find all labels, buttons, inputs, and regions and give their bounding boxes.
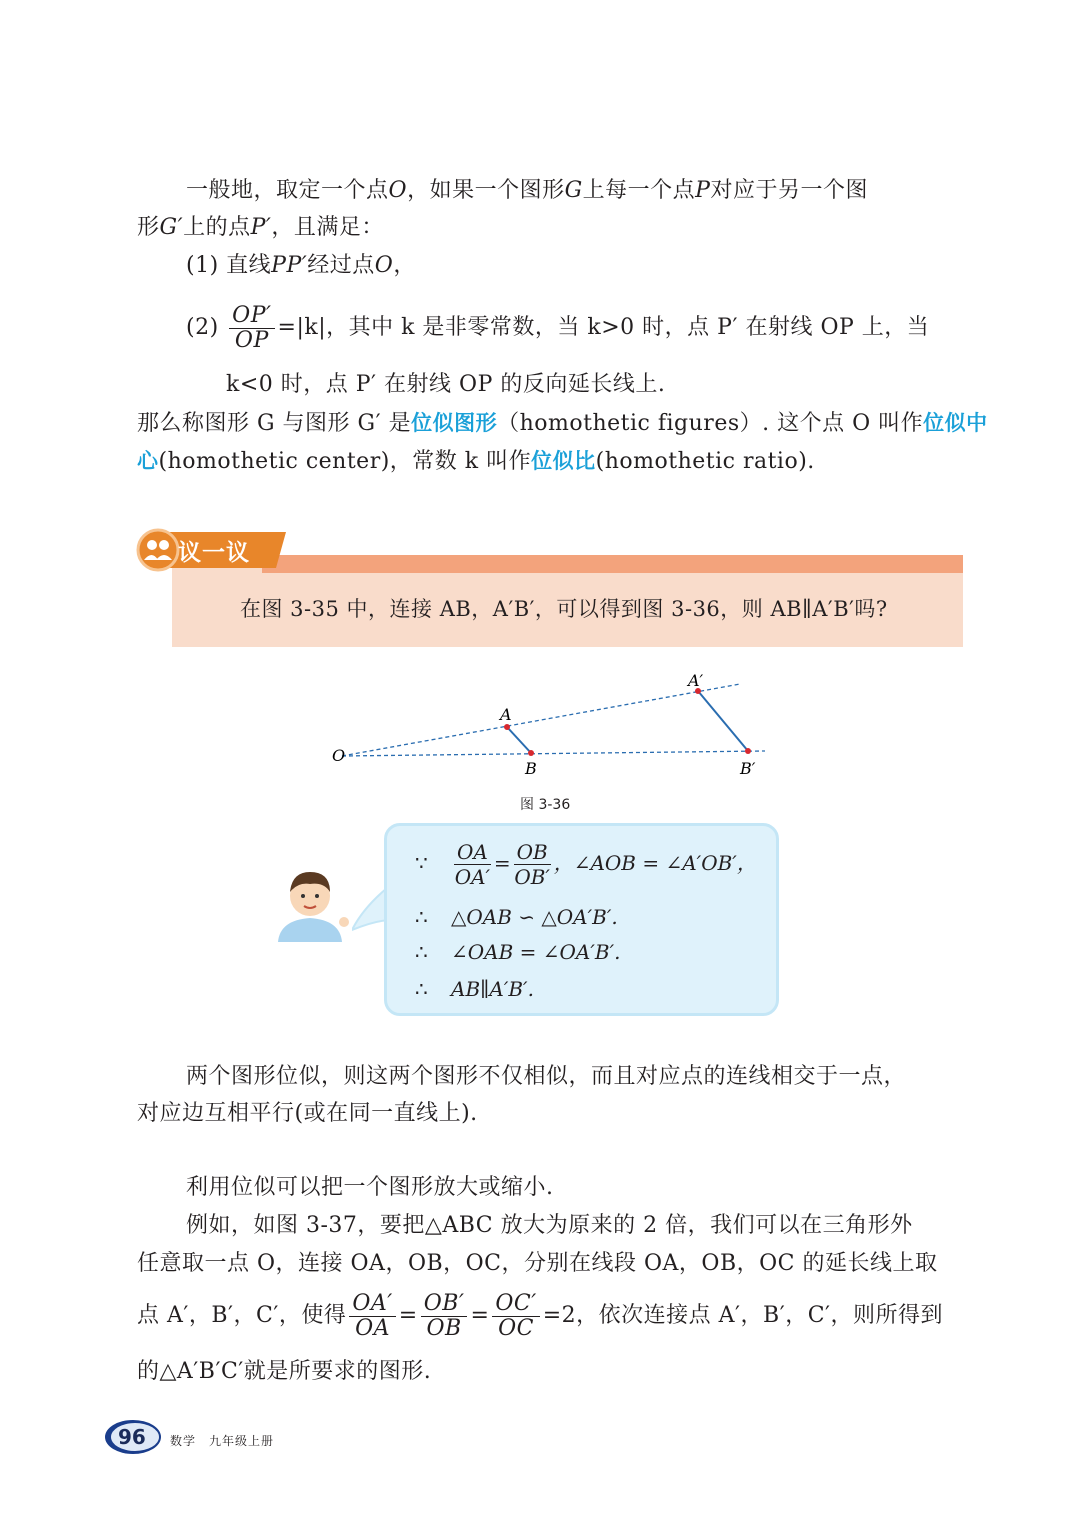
proof-line-4: ∴ AB∥A′B′. (415, 977, 534, 1001)
conclusion-line-2: 心(homothetic center)，常数 k 叫作位似比(homothetic ratio). (137, 449, 815, 474)
book-title: 数学 九年级上册 (170, 1434, 275, 1448)
definition-line-2: 形G′上的点P′，且满足： (137, 215, 384, 240)
proof-line-1: ∵ $\frac{OA}{OA'}$ = $\frac{OB}{OB'}$ ，∠AOB = ∠A′OB′， (415, 840, 757, 889)
condition-1: (1) 直线PP′经过点O， (186, 253, 416, 278)
discussion-strip (262, 555, 963, 573)
definition-line-1: 一般地，取定一个点O，如果一个图形G上每一个点P对应于另一个图 (186, 178, 868, 203)
point-B (528, 750, 534, 756)
figure-3-36 (320, 660, 780, 800)
body-para-2: 利用位似可以把一个图形放大或缩小. (186, 1175, 554, 1200)
proof-bubble (384, 823, 779, 1016)
figure-caption: 图 3-36 (520, 797, 571, 813)
proof-line-2: ∴ △OAB ∽ △OA′B′. (415, 905, 618, 929)
page-number: 96 (118, 1425, 146, 1449)
body-para-3-line-4: 的△A′B′C′就是所要求的图形. (137, 1359, 432, 1384)
point-B2 (745, 748, 751, 754)
body-para-3-line-2: 任意取一点 O，连接 OA，OB，OC，分别在线段 OA，OB，OC 的延长线上取 (137, 1251, 938, 1276)
label-A2: A′ (688, 671, 704, 690)
term-homothetic-figures: 位似图形 (411, 411, 498, 435)
body-para-3-line-1: 例如，如图 3-37，要把△ABC 放大为原来的 2 倍，我们可以在三角形外 (186, 1213, 913, 1238)
label-B: B (525, 759, 537, 778)
proof-line-3: ∴ ∠OAB = ∠OA′B′. (415, 940, 621, 964)
label-B2: B′ (740, 759, 756, 778)
body-para-3-line-3: 点 A′，B′，C′，使得 $\frac{OA'}{OA}$ = $\frac{OB'}{OB}$ = $\frac{OC'}{OC}$ =2，依次连接点 A′，B′，C′，则所得到 (137, 1290, 944, 1341)
discussion-question: 在图 3-35 中，连接 AB，A′B′，可以得到图 3-36，则 AB∥A′B′吗? (240, 597, 888, 621)
term-homothetic-ratio: 位似比 (531, 449, 596, 473)
student-character (270, 862, 350, 942)
discussion-badge-label: 议一议 (178, 540, 250, 566)
label-A: A (500, 705, 512, 724)
body-para-1-line-2: 对应边互相平行(或在同一直线上). (137, 1101, 478, 1126)
point-A (504, 724, 510, 730)
condition-2-continued: k<0 时，点 P′ 在射线 OP 的反向延长线上. (226, 372, 666, 397)
ratio-fraction: $\frac{OP'}{OP}$ (229, 304, 274, 353)
condition-2: (2) $\frac{OP'}{OP}$ =|k|，其中 k 是非零常数，当 k>0 时，点 P′ 在射线 OP 上，当 (186, 302, 930, 353)
conclusion-line-1: 那么称图形 G 与图形 G′ 是位似图形（homothetic figures）. 这个点 O 叫作位似中 (137, 411, 988, 436)
body-para-1-line-1: 两个图形位似，则这两个图形不仅相似，而且对应点的连线相交于一点， (186, 1064, 907, 1089)
ray-OB (342, 751, 765, 756)
term-homothetic-center: 位似中 (923, 411, 988, 435)
ray-OA (342, 684, 740, 756)
label-O: O (332, 746, 346, 765)
segment-AB (507, 727, 531, 753)
segment-A2B2 (698, 691, 748, 751)
